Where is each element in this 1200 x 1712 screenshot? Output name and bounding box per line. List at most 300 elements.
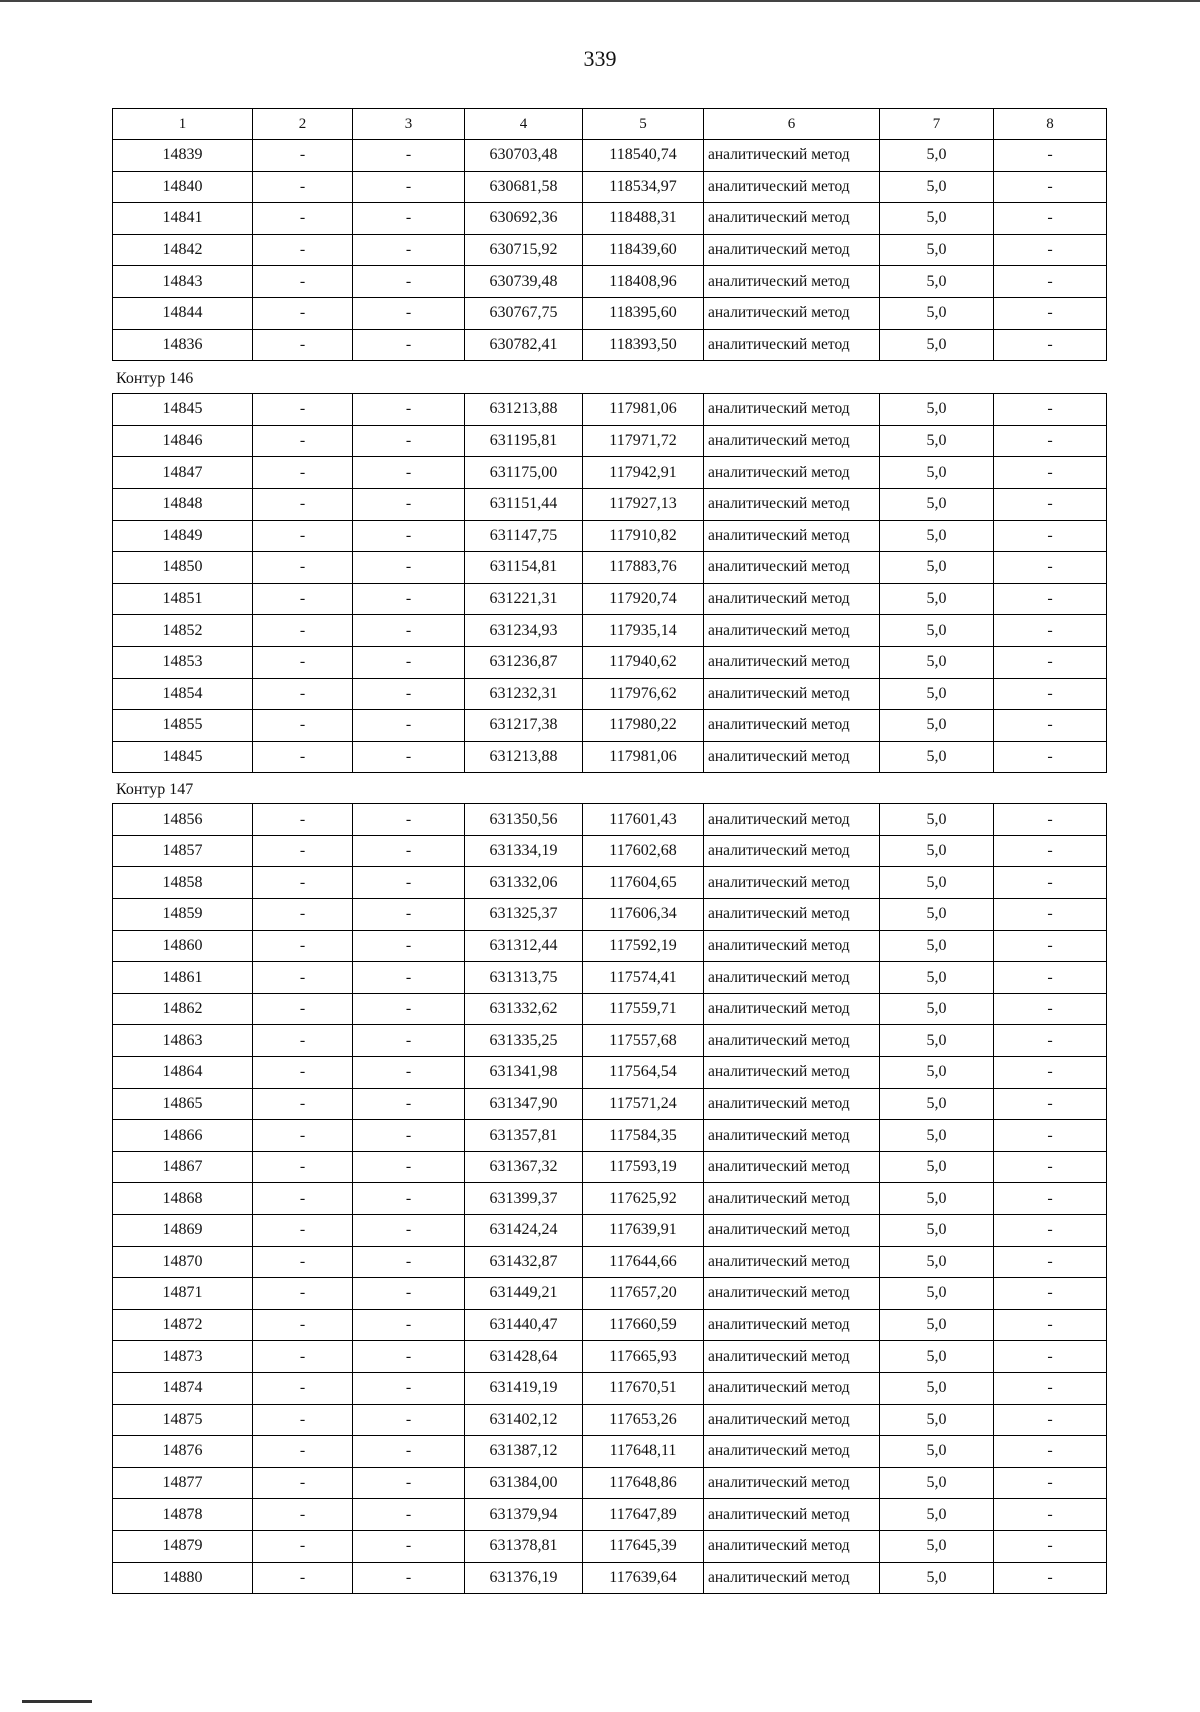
table-cell: 631367,32 — [465, 1151, 583, 1183]
table-row — [113, 741, 1107, 773]
table-row — [113, 993, 1107, 1025]
table-cell: - — [994, 266, 1107, 298]
table-cell: 117670,51 — [583, 1372, 704, 1404]
table-cell: - — [994, 1183, 1107, 1215]
table-cell: - — [994, 867, 1107, 899]
table-cell: - — [994, 678, 1107, 710]
table-cell: 14859 — [113, 899, 253, 931]
table-cell: 630692,36 — [465, 203, 583, 235]
table-row — [113, 835, 1107, 867]
table-cell: - — [994, 583, 1107, 615]
table-cell: аналитический метод — [704, 140, 880, 172]
table-cell: 5,0 — [880, 1436, 994, 1468]
table-cell: - — [353, 425, 465, 457]
table-row — [113, 1562, 1107, 1594]
table-cell: 14853 — [113, 646, 253, 678]
table-cell: аналитический метод — [704, 1246, 880, 1278]
table-cell: - — [253, 1215, 353, 1247]
table-cell: - — [353, 583, 465, 615]
table-cell: 117935,14 — [583, 615, 704, 647]
table-cell: аналитический метод — [704, 266, 880, 298]
column-header: 7 — [880, 109, 994, 140]
table-cell: аналитический метод — [704, 297, 880, 329]
table-cell: - — [994, 930, 1107, 962]
table-cell: 14850 — [113, 552, 253, 584]
table-cell: - — [353, 615, 465, 647]
table-cell: - — [994, 329, 1107, 361]
table-row — [113, 678, 1107, 710]
table-row — [113, 266, 1107, 298]
scan-edge-top — [0, 0, 1200, 2]
table-cell: 14871 — [113, 1278, 253, 1310]
table-cell: 118534,97 — [583, 171, 704, 203]
table-cell: 5,0 — [880, 1120, 994, 1152]
table-cell: - — [253, 520, 353, 552]
table-cell: аналитический метод — [704, 1341, 880, 1373]
table-cell: 14864 — [113, 1057, 253, 1089]
table-row — [113, 930, 1107, 962]
table-cell: аналитический метод — [704, 615, 880, 647]
table-cell: 631376,19 — [465, 1562, 583, 1594]
table-row — [113, 488, 1107, 520]
table-cell: 118488,31 — [583, 203, 704, 235]
table-cell: - — [994, 710, 1107, 742]
table-cell: 5,0 — [880, 1088, 994, 1120]
table-cell: - — [353, 930, 465, 962]
table-cell: 5,0 — [880, 646, 994, 678]
header-row — [113, 109, 1107, 140]
table-cell: 117564,54 — [583, 1057, 704, 1089]
table-cell: - — [994, 899, 1107, 931]
table-cell: - — [353, 1215, 465, 1247]
table-cell: 631440,47 — [465, 1309, 583, 1341]
table-cell: - — [353, 457, 465, 489]
table-cell: 117604,65 — [583, 867, 704, 899]
table-cell: - — [353, 1246, 465, 1278]
table-cell: 630681,58 — [465, 171, 583, 203]
table-cell: 5,0 — [880, 329, 994, 361]
table-cell: 5,0 — [880, 1057, 994, 1089]
table-cell: - — [353, 678, 465, 710]
coordinates-table — [112, 108, 1107, 361]
table-row — [113, 520, 1107, 552]
table-cell: 117625,92 — [583, 1183, 704, 1215]
table-cell: - — [253, 741, 353, 773]
table-cell: 630782,41 — [465, 329, 583, 361]
table-cell: - — [353, 394, 465, 426]
table-cell: аналитический метод — [704, 1499, 880, 1531]
table-cell: 5,0 — [880, 804, 994, 836]
table-cell: 631378,81 — [465, 1530, 583, 1562]
table-cell: 631213,88 — [465, 741, 583, 773]
table-cell: аналитический метод — [704, 993, 880, 1025]
table-cell: - — [353, 1120, 465, 1152]
table-cell: 14851 — [113, 583, 253, 615]
table-cell: 14845 — [113, 741, 253, 773]
table-cell: 631234,93 — [465, 615, 583, 647]
table-cell: - — [253, 678, 353, 710]
table-cell: аналитический метод — [704, 329, 880, 361]
table-cell: - — [994, 488, 1107, 520]
table-cell: 117981,06 — [583, 741, 704, 773]
table-cell: 5,0 — [880, 930, 994, 962]
table-cell: - — [994, 1467, 1107, 1499]
column-header: 6 — [704, 109, 880, 140]
table-cell: - — [994, 520, 1107, 552]
contour-title: Контур 146 — [116, 370, 194, 388]
table-cell: аналитический метод — [704, 394, 880, 426]
table-cell: - — [994, 1530, 1107, 1562]
table-cell: 631399,37 — [465, 1183, 583, 1215]
table-cell: 631424,24 — [465, 1215, 583, 1247]
scan-edge-bottom — [22, 1700, 92, 1703]
table-cell: 5,0 — [880, 867, 994, 899]
table-cell: 117639,91 — [583, 1215, 704, 1247]
table-cell: 631335,25 — [465, 1025, 583, 1057]
table-cell: 14878 — [113, 1499, 253, 1531]
table-cell: - — [253, 1436, 353, 1468]
table-cell: 117910,82 — [583, 520, 704, 552]
table-cell: 117584,35 — [583, 1120, 704, 1152]
coordinates-table — [112, 803, 1107, 1594]
table-cell: 5,0 — [880, 425, 994, 457]
table-cell: 14863 — [113, 1025, 253, 1057]
table-cell: 14841 — [113, 203, 253, 235]
table-cell: 5,0 — [880, 234, 994, 266]
table-cell: 631217,38 — [465, 710, 583, 742]
table-cell: 5,0 — [880, 615, 994, 647]
table-cell: 5,0 — [880, 993, 994, 1025]
table-cell: - — [994, 203, 1107, 235]
table-cell: 5,0 — [880, 1341, 994, 1373]
table-cell: 631147,75 — [465, 520, 583, 552]
table-cell: 631419,19 — [465, 1372, 583, 1404]
table-cell: 14842 — [113, 234, 253, 266]
table-cell: - — [994, 835, 1107, 867]
table-row — [113, 394, 1107, 426]
table-cell: - — [253, 1530, 353, 1562]
table-cell: - — [994, 993, 1107, 1025]
table-cell: - — [994, 171, 1107, 203]
table-cell: аналитический метод — [704, 962, 880, 994]
table-cell: аналитический метод — [704, 646, 880, 678]
table-cell: - — [994, 394, 1107, 426]
table-cell: 14854 — [113, 678, 253, 710]
table-row — [113, 1372, 1107, 1404]
table-cell: - — [253, 962, 353, 994]
table-cell: - — [994, 140, 1107, 172]
table-cell: 5,0 — [880, 710, 994, 742]
table-cell: 631402,12 — [465, 1404, 583, 1436]
table-cell: 5,0 — [880, 1530, 994, 1562]
table-cell: 5,0 — [880, 1372, 994, 1404]
table-cell: - — [353, 1499, 465, 1531]
table-row — [113, 1151, 1107, 1183]
table-cell: 14860 — [113, 930, 253, 962]
table-cell: - — [353, 140, 465, 172]
table-row — [113, 203, 1107, 235]
column-header: 2 — [253, 109, 353, 140]
table-cell: аналитический метод — [704, 1025, 880, 1057]
table-cell: 5,0 — [880, 678, 994, 710]
table-cell: аналитический метод — [704, 899, 880, 931]
table-cell: - — [353, 1025, 465, 1057]
table-cell: - — [353, 1530, 465, 1562]
table-cell: - — [353, 520, 465, 552]
table-cell: - — [353, 1309, 465, 1341]
table-cell: аналитический метод — [704, 425, 880, 457]
table-cell: 631449,21 — [465, 1278, 583, 1310]
table-cell: аналитический метод — [704, 1120, 880, 1152]
table-cell: 14845 — [113, 394, 253, 426]
table-cell: - — [253, 457, 353, 489]
table-cell: - — [353, 867, 465, 899]
table-cell: - — [994, 1025, 1107, 1057]
table-cell: 117657,20 — [583, 1278, 704, 1310]
table-cell: 14874 — [113, 1372, 253, 1404]
table-row — [113, 1404, 1107, 1436]
table-cell: 14836 — [113, 329, 253, 361]
table-row — [113, 1025, 1107, 1057]
table-cell: 631334,19 — [465, 835, 583, 867]
table-cell: 631341,98 — [465, 1057, 583, 1089]
table-cell: - — [253, 710, 353, 742]
table-cell: 14839 — [113, 140, 253, 172]
table-row — [113, 234, 1107, 266]
table-cell: - — [253, 1404, 353, 1436]
table-cell: аналитический метод — [704, 1215, 880, 1247]
table-cell: - — [353, 1088, 465, 1120]
table-cell: - — [353, 1057, 465, 1089]
table-row — [113, 1246, 1107, 1278]
table-cell: - — [994, 552, 1107, 584]
table-cell: 631221,31 — [465, 583, 583, 615]
table-cell: - — [253, 583, 353, 615]
table-cell: - — [253, 1120, 353, 1152]
table-row — [113, 867, 1107, 899]
table-cell: 14856 — [113, 804, 253, 836]
table-cell: 117593,19 — [583, 1151, 704, 1183]
table-cell: - — [253, 930, 353, 962]
table-cell: 5,0 — [880, 1404, 994, 1436]
column-header: 5 — [583, 109, 704, 140]
table-row — [113, 329, 1107, 361]
table-cell: 5,0 — [880, 1309, 994, 1341]
table-cell: 5,0 — [880, 1151, 994, 1183]
table-row — [113, 1499, 1107, 1531]
table-cell: 117980,22 — [583, 710, 704, 742]
table-cell: 631325,37 — [465, 899, 583, 931]
table-cell: - — [353, 1436, 465, 1468]
table-cell: 117920,74 — [583, 583, 704, 615]
table-cell: 5,0 — [880, 140, 994, 172]
table-cell: 5,0 — [880, 1562, 994, 1594]
table-cell: 630767,75 — [465, 297, 583, 329]
table-cell: аналитический метод — [704, 583, 880, 615]
table-cell: - — [253, 615, 353, 647]
table-cell: - — [253, 646, 353, 678]
table-cell: аналитический метод — [704, 1151, 880, 1183]
table-cell: 14870 — [113, 1246, 253, 1278]
table-cell: - — [353, 266, 465, 298]
table-cell: 14849 — [113, 520, 253, 552]
table-cell: 14865 — [113, 1088, 253, 1120]
table-cell: 14857 — [113, 835, 253, 867]
table-cell: 117571,24 — [583, 1088, 704, 1120]
table-cell: - — [994, 1215, 1107, 1247]
table-cell: 631154,81 — [465, 552, 583, 584]
table-row — [113, 1467, 1107, 1499]
table-cell: - — [994, 741, 1107, 773]
table-row — [113, 140, 1107, 172]
table-cell: 631332,06 — [465, 867, 583, 899]
table-cell: 631357,81 — [465, 1120, 583, 1152]
table-cell: - — [253, 804, 353, 836]
table-cell: - — [253, 1467, 353, 1499]
table-cell: 5,0 — [880, 741, 994, 773]
table-cell: 5,0 — [880, 552, 994, 584]
table-cell: - — [253, 1057, 353, 1089]
table-cell: - — [253, 552, 353, 584]
table-cell: 631428,64 — [465, 1341, 583, 1373]
table-cell: 5,0 — [880, 457, 994, 489]
table-cell: - — [994, 646, 1107, 678]
table-cell: 14873 — [113, 1341, 253, 1373]
table-cell: - — [353, 1372, 465, 1404]
table-cell: - — [253, 835, 353, 867]
table-cell: 5,0 — [880, 1215, 994, 1247]
table-cell: - — [994, 297, 1107, 329]
table-cell: 14855 — [113, 710, 253, 742]
table-cell: - — [253, 867, 353, 899]
table-cell: 14879 — [113, 1530, 253, 1562]
table-cell: 118540,74 — [583, 140, 704, 172]
page-number: 339 — [583, 46, 617, 71]
table-cell: 631332,62 — [465, 993, 583, 1025]
table-cell: 117971,72 — [583, 425, 704, 457]
table-cell: - — [253, 1151, 353, 1183]
table-cell: аналитический метод — [704, 1372, 880, 1404]
table-cell: 630739,48 — [465, 266, 583, 298]
table-cell: 5,0 — [880, 1499, 994, 1531]
table-cell: аналитический метод — [704, 234, 880, 266]
table-row — [113, 710, 1107, 742]
table-cell: 631379,94 — [465, 1499, 583, 1531]
table-cell: 117606,34 — [583, 899, 704, 931]
table-cell: 631151,44 — [465, 488, 583, 520]
table-cell: 117647,89 — [583, 1499, 704, 1531]
table-cell: аналитический метод — [704, 804, 880, 836]
table-cell: - — [253, 1309, 353, 1341]
table-cell: 14869 — [113, 1215, 253, 1247]
table-cell: - — [353, 488, 465, 520]
table-cell: 14877 — [113, 1467, 253, 1499]
table-cell: 5,0 — [880, 520, 994, 552]
table-cell: 631313,75 — [465, 962, 583, 994]
table-row — [113, 1088, 1107, 1120]
table-cell: - — [994, 1499, 1107, 1531]
table-cell: 14843 — [113, 266, 253, 298]
table-cell: - — [994, 1562, 1107, 1594]
table-cell: 117653,26 — [583, 1404, 704, 1436]
table-cell: 117883,76 — [583, 552, 704, 584]
table-cell: - — [353, 1151, 465, 1183]
table-cell: 5,0 — [880, 962, 994, 994]
table-cell: 14867 — [113, 1151, 253, 1183]
table-cell: 117665,93 — [583, 1341, 704, 1373]
table-cell: - — [253, 171, 353, 203]
table-row — [113, 171, 1107, 203]
table-cell: - — [253, 266, 353, 298]
table-cell: аналитический метод — [704, 678, 880, 710]
table-cell: 14848 — [113, 488, 253, 520]
table-cell: 117557,68 — [583, 1025, 704, 1057]
table-row — [113, 1057, 1107, 1089]
table-row — [113, 1215, 1107, 1247]
table-cell: 5,0 — [880, 1246, 994, 1278]
table-cell: - — [253, 1278, 353, 1310]
table-cell: 14846 — [113, 425, 253, 457]
table-cell: - — [253, 203, 353, 235]
table-cell: - — [994, 1404, 1107, 1436]
table-cell: 117648,11 — [583, 1436, 704, 1468]
table-cell: - — [353, 741, 465, 773]
table-cell: - — [994, 1246, 1107, 1278]
table-cell: - — [994, 804, 1107, 836]
table-cell: 5,0 — [880, 1278, 994, 1310]
table-cell: - — [994, 1088, 1107, 1120]
table-cell: 14862 — [113, 993, 253, 1025]
table-row — [113, 1278, 1107, 1310]
table-cell: аналитический метод — [704, 930, 880, 962]
table-cell: - — [994, 425, 1107, 457]
table-cell: аналитический метод — [704, 488, 880, 520]
table-row — [113, 1530, 1107, 1562]
table-cell: аналитический метод — [704, 710, 880, 742]
table-cell: - — [994, 1372, 1107, 1404]
table-cell: 631387,12 — [465, 1436, 583, 1468]
table-cell: 631232,31 — [465, 678, 583, 710]
table-cell: - — [994, 1120, 1107, 1152]
table-cell: - — [353, 1404, 465, 1436]
table-cell: - — [353, 1183, 465, 1215]
table-row — [113, 457, 1107, 489]
table-cell: - — [253, 1499, 353, 1531]
table-row — [113, 899, 1107, 931]
table-cell: 14847 — [113, 457, 253, 489]
table-row — [113, 1436, 1107, 1468]
table-cell: аналитический метод — [704, 171, 880, 203]
table-cell: 117602,68 — [583, 835, 704, 867]
table-cell: - — [994, 615, 1107, 647]
table-row — [113, 962, 1107, 994]
table-cell: - — [353, 329, 465, 361]
table-cell: 118393,50 — [583, 329, 704, 361]
table-row — [113, 1341, 1107, 1373]
table-cell: 5,0 — [880, 394, 994, 426]
table-cell: аналитический метод — [704, 1530, 880, 1562]
table-cell: 117644,66 — [583, 1246, 704, 1278]
table-cell: - — [353, 1278, 465, 1310]
table-cell: 631432,87 — [465, 1246, 583, 1278]
table-cell: - — [253, 425, 353, 457]
table-cell: 117940,62 — [583, 646, 704, 678]
table-row — [113, 425, 1107, 457]
table-cell: - — [253, 1088, 353, 1120]
table-cell: - — [253, 993, 353, 1025]
table-cell: - — [353, 552, 465, 584]
table-cell: аналитический метод — [704, 1278, 880, 1310]
